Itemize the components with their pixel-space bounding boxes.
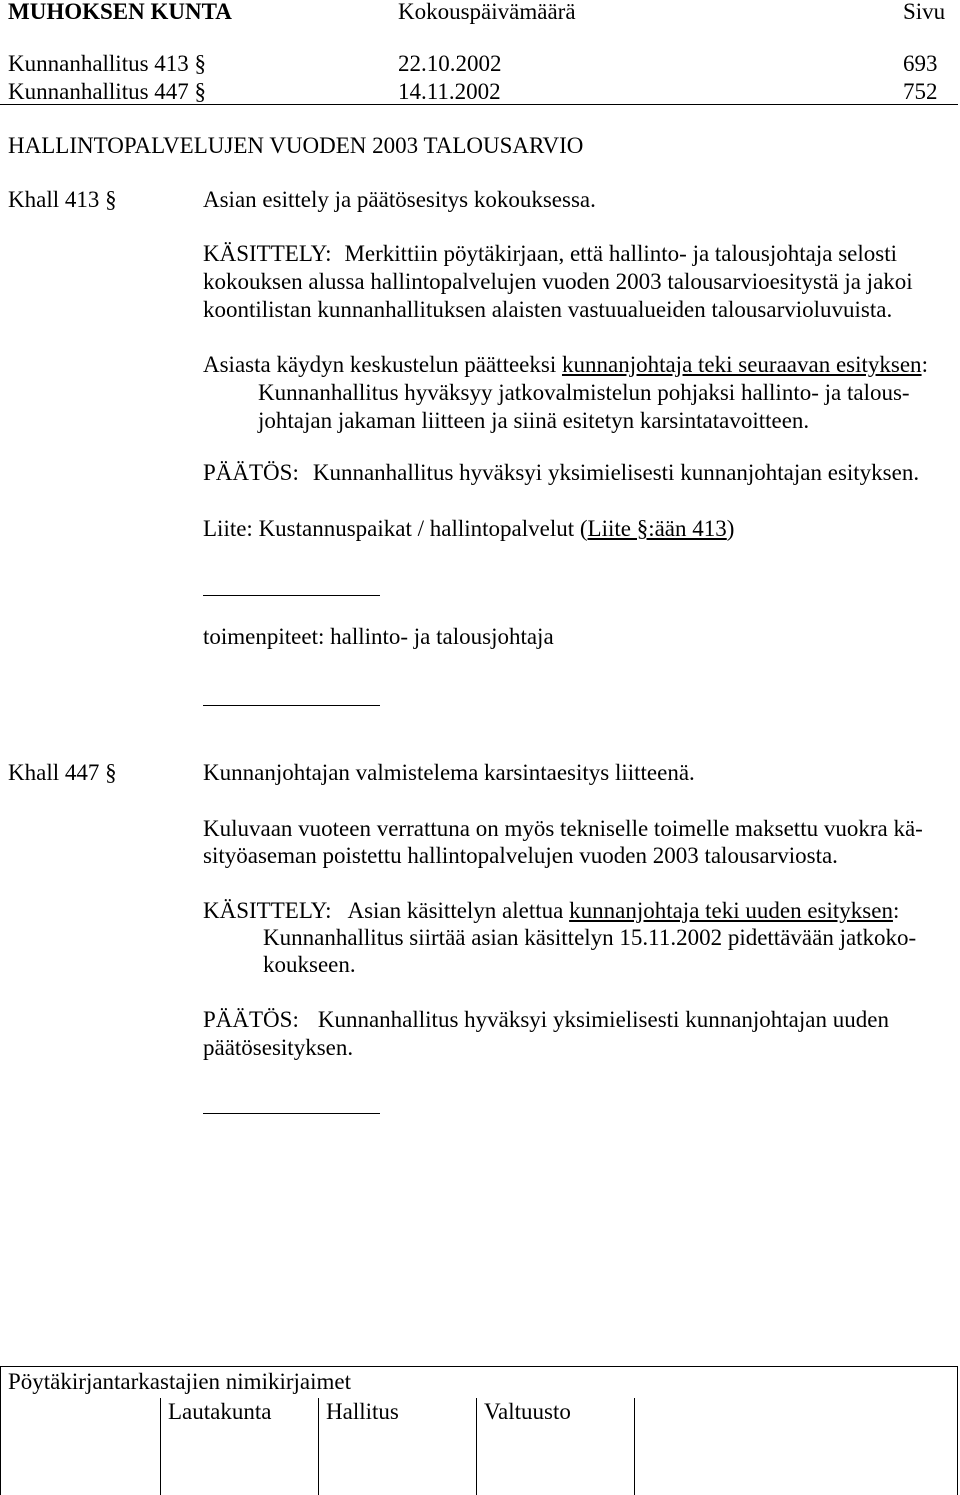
handling-label: KÄSITTELY: [203, 241, 332, 266]
attachment-underlined-text: Liite §:ään 413 [587, 516, 727, 541]
footer-column-lautakunta: Lautakunta [168, 1399, 272, 1424]
attachment-close: ) [726, 516, 735, 541]
meeting-date: 22.10.2002 [398, 51, 502, 76]
meeting-page: 693 [903, 51, 938, 76]
meeting-date: 14.11.2002 [398, 79, 501, 104]
proposal-text: Kunnanhallitus siirtää asian käsittelyn 15.11.2002 pidettävään jatkoko- [263, 925, 917, 950]
section-ref-413: Khall 413 § [8, 187, 117, 212]
attachment-line [203, 515, 734, 543]
handling-line [203, 240, 897, 268]
handling-line [203, 897, 899, 925]
document-title: HALLINTOPALVELUJEN VUODEN 2003 TALOUSARVIO [8, 133, 584, 158]
footer-column-divider [318, 1398, 319, 1495]
decision-text: Kunnanhallitus hyväksyi yksimielisesti kunnanjohtajan esityksen. [312, 460, 920, 485]
meeting-body: Kunnanhallitus 413 § [8, 51, 207, 76]
discussion-line [203, 351, 928, 379]
note-text: sityöaseman poistettu hallintopalvelujen vuoden 2003 talousarviosta. [203, 843, 838, 868]
handling-label: KÄSITTELY: [203, 898, 332, 923]
meeting-page: 752 [903, 79, 938, 104]
footer-column-hallitus: Hallitus [326, 1399, 399, 1424]
footer-column-valtuusto: Valtuusto [484, 1399, 571, 1424]
attachment-text: Liite: Kustannuspaikat / hallintopalvelut ( [203, 516, 588, 541]
note-text: Kuluvaan vuoteen verrattuna on myös tekniselle toimelle maksettu vuokra kä- [203, 816, 923, 841]
actions-text: toimenpiteet: hallinto- ja talousjohtaja [203, 624, 554, 649]
meeting-body: Kunnanhallitus 447 § [8, 79, 207, 104]
discussion-text: Asiasta käydyn keskustelun päätteeksi [203, 352, 562, 377]
separator-line [203, 595, 380, 596]
discussion-underlined-text: kunnanjohtaja teki seuraavan esityksen [561, 352, 922, 377]
decision-text: Kunnanhallitus hyväksyi yksimielisesti kunnanjohtajan uuden [317, 1007, 889, 1032]
decision-line [203, 459, 919, 487]
decision-line [203, 1006, 889, 1034]
footer-title: Pöytäkirjantarkastajien nimikirjaimet [8, 1369, 351, 1394]
footer-column-divider [160, 1398, 161, 1495]
separator-line [203, 1113, 380, 1114]
handling-text: Asian käsittelyn alettua [347, 898, 570, 923]
decision-label: PÄÄTÖS: [203, 460, 299, 485]
section-ref-447: Khall 447 § [8, 760, 117, 785]
proposal-text: koukseen. [263, 952, 356, 977]
handling-text: Merkittiin pöytäkirjaan, että hallinto- ja talousjohtaja selosti [344, 241, 897, 266]
footer-column-divider [634, 1398, 635, 1495]
proposal-text: Kunnanhallitus hyväksyy jatkovalmistelun pohjaksi hallinto- ja talous- [258, 380, 910, 405]
proposal-text: johtajan jakaman liitteen ja siinä esitetyn karsintatavoitteen. [258, 408, 810, 433]
separator-line [203, 705, 380, 706]
section-intro-413: Asian esittely ja päätösesitys kokouksessa. [203, 187, 596, 212]
discussion-colon: : [921, 352, 928, 377]
date-column-label: Kokouspäivämäärä [398, 0, 576, 24]
organization-name: MUHOKSEN KUNTA [8, 0, 232, 24]
handling-text: koontilistan kunnanhallituksen alaisten vastuualueiden talousarvioluvuista. [203, 297, 893, 322]
header-divider [0, 104, 958, 105]
page-column-label: Sivu [903, 0, 946, 24]
handling-text: kokouksen alussa hallintopalvelujen vuoden 2003 talousarvioesitystä ja jakoi [203, 269, 913, 294]
decision-label: PÄÄTÖS: [203, 1007, 299, 1032]
handling-colon: : [892, 898, 900, 923]
handling-underlined-text: kunnanjohtaja teki uuden esityksen [569, 898, 893, 923]
decision-text: päätösesityksen. [203, 1035, 354, 1060]
section-intro-447: Kunnanjohtajan valmistelema karsintaesitys liitteenä. [203, 760, 695, 785]
footer-column-divider [476, 1398, 477, 1495]
